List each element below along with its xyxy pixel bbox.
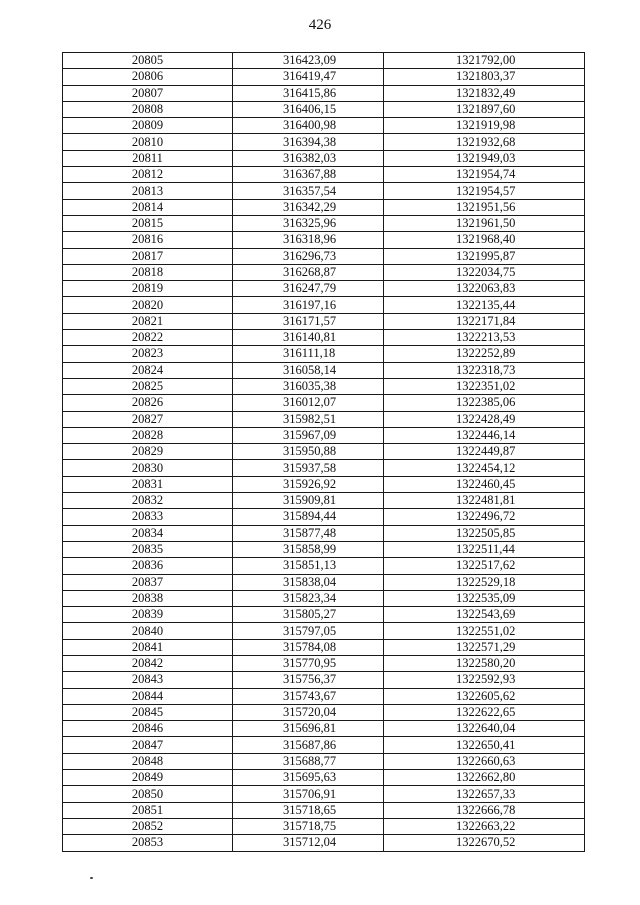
point-number-cell: 20826: [63, 395, 233, 411]
point-number-cell: 20835: [63, 541, 233, 557]
table-row: [63, 411, 585, 427]
point-number-cell: 20843: [63, 672, 233, 688]
point-number-cell: 20812: [63, 167, 233, 183]
y-coordinate-cell: 1321961,50: [384, 215, 585, 231]
x-coordinate-cell: 316140,81: [233, 330, 384, 346]
y-coordinate-cell: 1322135,44: [384, 297, 585, 313]
x-coordinate-cell: 315687,86: [233, 737, 384, 753]
y-coordinate-cell: 1322662,80: [384, 770, 585, 786]
point-number-cell: 20829: [63, 444, 233, 460]
table-row: [63, 476, 585, 492]
table-row: [63, 167, 585, 183]
x-coordinate-cell: 316357,54: [233, 183, 384, 199]
x-coordinate-cell: 316400,98: [233, 118, 384, 134]
x-coordinate-cell: 316268,87: [233, 264, 384, 280]
table-row: [63, 786, 585, 802]
point-number-cell: 20806: [63, 69, 233, 85]
x-coordinate-cell: 315838,04: [233, 574, 384, 590]
point-number-cell: 20845: [63, 704, 233, 720]
y-coordinate-cell: 1322622,65: [384, 704, 585, 720]
y-coordinate-cell: 1322605,62: [384, 688, 585, 704]
table-row: [63, 199, 585, 215]
x-coordinate-cell: 316247,79: [233, 281, 384, 297]
page-number: 426: [308, 17, 332, 33]
point-number-cell: 20818: [63, 264, 233, 280]
y-coordinate-cell: 1322171,84: [384, 313, 585, 329]
point-number-cell: 20836: [63, 558, 233, 574]
x-coordinate-cell: 315926,92: [233, 476, 384, 492]
table-row: [63, 672, 585, 688]
y-coordinate-cell: 1322535,09: [384, 590, 585, 606]
x-coordinate-cell: 316035,38: [233, 378, 384, 394]
y-coordinate-cell: 1322252,89: [384, 346, 585, 362]
x-coordinate-cell: 315706,91: [233, 786, 384, 802]
y-coordinate-cell: 1321949,03: [384, 150, 585, 166]
x-coordinate-cell: 315770,95: [233, 655, 384, 671]
point-number-cell: 20850: [63, 786, 233, 802]
point-number-cell: 20814: [63, 199, 233, 215]
x-coordinate-cell: 316367,88: [233, 167, 384, 183]
point-number-cell: 20849: [63, 770, 233, 786]
table-row: [63, 607, 585, 623]
y-coordinate-cell: 1322551,02: [384, 623, 585, 639]
y-coordinate-cell: 1321919,98: [384, 118, 585, 134]
point-number-cell: 20846: [63, 721, 233, 737]
y-coordinate-cell: 1322666,78: [384, 802, 585, 818]
table-row: [63, 346, 585, 362]
y-coordinate-cell: 1322460,45: [384, 476, 585, 492]
table-row: [63, 721, 585, 737]
table-row: [63, 150, 585, 166]
y-coordinate-cell: 1322034,75: [384, 264, 585, 280]
table-row: [63, 444, 585, 460]
point-number-cell: 20839: [63, 607, 233, 623]
x-coordinate-cell: 315950,88: [233, 444, 384, 460]
point-number-cell: 20822: [63, 330, 233, 346]
x-coordinate-cell: 316419,47: [233, 69, 384, 85]
table-row: [63, 69, 585, 85]
table-row: [63, 362, 585, 378]
point-number-cell: 20830: [63, 460, 233, 476]
table-row: [63, 770, 585, 786]
x-coordinate-cell: 316415,86: [233, 85, 384, 101]
point-number-cell: 20853: [63, 835, 233, 851]
x-coordinate-cell: 316197,16: [233, 297, 384, 313]
y-coordinate-cell: 1322385,06: [384, 395, 585, 411]
y-coordinate-cell: 1322543,69: [384, 607, 585, 623]
x-coordinate-cell: 315894,44: [233, 509, 384, 525]
point-number-cell: 20805: [63, 53, 233, 69]
scan-speck: [90, 877, 93, 879]
table-row: [63, 590, 585, 606]
x-coordinate-cell: 315756,37: [233, 672, 384, 688]
point-number-cell: 20847: [63, 737, 233, 753]
x-coordinate-cell: 315784,08: [233, 639, 384, 655]
coordinate-table-body: [63, 53, 585, 852]
point-number-cell: 20827: [63, 411, 233, 427]
y-coordinate-cell: 1322449,87: [384, 444, 585, 460]
y-coordinate-cell: 1321954,57: [384, 183, 585, 199]
y-coordinate-cell: 1322663,22: [384, 818, 585, 834]
point-number-cell: 20825: [63, 378, 233, 394]
x-coordinate-cell: 315937,58: [233, 460, 384, 476]
x-coordinate-cell: 316296,73: [233, 248, 384, 264]
point-number-cell: 20824: [63, 362, 233, 378]
x-coordinate-cell: 315797,05: [233, 623, 384, 639]
point-number-cell: 20821: [63, 313, 233, 329]
table-row: [63, 493, 585, 509]
point-number-cell: 20842: [63, 655, 233, 671]
x-coordinate-cell: 315718,75: [233, 818, 384, 834]
x-coordinate-cell: 315695,63: [233, 770, 384, 786]
table-row: [63, 215, 585, 231]
y-coordinate-cell: 1321832,49: [384, 85, 585, 101]
table-row: [63, 248, 585, 264]
y-coordinate-cell: 1322529,18: [384, 574, 585, 590]
x-coordinate-cell: 316012,07: [233, 395, 384, 411]
y-coordinate-cell: 1321951,56: [384, 199, 585, 215]
x-coordinate-cell: 315718,65: [233, 802, 384, 818]
y-coordinate-cell: 1322318,73: [384, 362, 585, 378]
point-number-cell: 20819: [63, 281, 233, 297]
y-coordinate-cell: 1321803,37: [384, 69, 585, 85]
point-number-cell: 20809: [63, 118, 233, 134]
table-row: [63, 395, 585, 411]
y-coordinate-cell: 1322670,52: [384, 835, 585, 851]
x-coordinate-cell: 316394,38: [233, 134, 384, 150]
table-row: [63, 232, 585, 248]
y-coordinate-cell: 1322580,20: [384, 655, 585, 671]
table-row: [63, 313, 585, 329]
table-row: [63, 460, 585, 476]
table-row: [63, 525, 585, 541]
x-coordinate-cell: 315823,34: [233, 590, 384, 606]
point-number-cell: 20820: [63, 297, 233, 313]
x-coordinate-cell: 315743,67: [233, 688, 384, 704]
y-coordinate-cell: 1321995,87: [384, 248, 585, 264]
x-coordinate-cell: 316382,03: [233, 150, 384, 166]
point-number-cell: 20828: [63, 427, 233, 443]
y-coordinate-cell: 1322213,53: [384, 330, 585, 346]
point-number-cell: 20837: [63, 574, 233, 590]
y-coordinate-cell: 1322428,49: [384, 411, 585, 427]
y-coordinate-cell: 1321932,68: [384, 134, 585, 150]
point-number-cell: 20810: [63, 134, 233, 150]
y-coordinate-cell: 1322640,04: [384, 721, 585, 737]
table-row: [63, 623, 585, 639]
point-number-cell: 20831: [63, 476, 233, 492]
table-row: [63, 101, 585, 117]
table-row: [63, 281, 585, 297]
table-row: [63, 835, 585, 851]
y-coordinate-cell: 1322063,83: [384, 281, 585, 297]
point-number-cell: 20823: [63, 346, 233, 362]
y-coordinate-cell: 1321954,74: [384, 167, 585, 183]
point-number-cell: 20807: [63, 85, 233, 101]
table-row: [63, 574, 585, 590]
x-coordinate-cell: 315712,04: [233, 835, 384, 851]
table-row: [63, 704, 585, 720]
x-coordinate-cell: 315688,77: [233, 753, 384, 769]
point-number-cell: 20833: [63, 509, 233, 525]
y-coordinate-cell: 1322657,33: [384, 786, 585, 802]
x-coordinate-cell: 316342,29: [233, 199, 384, 215]
x-coordinate-cell: 316058,14: [233, 362, 384, 378]
table-row: [63, 802, 585, 818]
table-row: [63, 688, 585, 704]
coordinate-table-container: [62, 52, 584, 852]
x-coordinate-cell: 316325,96: [233, 215, 384, 231]
table-row: [63, 53, 585, 69]
coordinate-table: [62, 52, 585, 852]
table-row: [63, 378, 585, 394]
y-coordinate-cell: 1322351,02: [384, 378, 585, 394]
table-row: [63, 541, 585, 557]
point-number-cell: 20840: [63, 623, 233, 639]
table-row: [63, 509, 585, 525]
table-row: [63, 297, 585, 313]
table-row: [63, 558, 585, 574]
point-number-cell: 20832: [63, 493, 233, 509]
table-row: [63, 639, 585, 655]
point-number-cell: 20838: [63, 590, 233, 606]
point-number-cell: 20841: [63, 639, 233, 655]
point-number-cell: 20817: [63, 248, 233, 264]
y-coordinate-cell: 1322592,93: [384, 672, 585, 688]
table-row: [63, 818, 585, 834]
y-coordinate-cell: 1321897,60: [384, 101, 585, 117]
x-coordinate-cell: 316406,15: [233, 101, 384, 117]
x-coordinate-cell: 315982,51: [233, 411, 384, 427]
y-coordinate-cell: 1322571,29: [384, 639, 585, 655]
point-number-cell: 20851: [63, 802, 233, 818]
point-number-cell: 20848: [63, 753, 233, 769]
y-coordinate-cell: 1322660,63: [384, 753, 585, 769]
point-number-cell: 20808: [63, 101, 233, 117]
y-coordinate-cell: 1322505,85: [384, 525, 585, 541]
table-row: [63, 655, 585, 671]
y-coordinate-cell: 1322496,72: [384, 509, 585, 525]
table-row: [63, 330, 585, 346]
y-coordinate-cell: 1321968,40: [384, 232, 585, 248]
table-row: [63, 427, 585, 443]
y-coordinate-cell: 1322446,14: [384, 427, 585, 443]
x-coordinate-cell: 316111,18: [233, 346, 384, 362]
y-coordinate-cell: 1321792,00: [384, 53, 585, 69]
x-coordinate-cell: 315805,27: [233, 607, 384, 623]
table-row: [63, 753, 585, 769]
x-coordinate-cell: 315909,81: [233, 493, 384, 509]
y-coordinate-cell: 1322481,81: [384, 493, 585, 509]
point-number-cell: 20816: [63, 232, 233, 248]
point-number-cell: 20811: [63, 150, 233, 166]
x-coordinate-cell: 315851,13: [233, 558, 384, 574]
y-coordinate-cell: 1322650,41: [384, 737, 585, 753]
x-coordinate-cell: 315720,04: [233, 704, 384, 720]
point-number-cell: 20844: [63, 688, 233, 704]
point-number-cell: 20852: [63, 818, 233, 834]
x-coordinate-cell: 316423,09: [233, 53, 384, 69]
y-coordinate-cell: 1322454,12: [384, 460, 585, 476]
point-number-cell: 20813: [63, 183, 233, 199]
table-row: [63, 118, 585, 134]
point-number-cell: 20834: [63, 525, 233, 541]
x-coordinate-cell: 315696,81: [233, 721, 384, 737]
x-coordinate-cell: 315877,48: [233, 525, 384, 541]
table-row: [63, 85, 585, 101]
table-row: [63, 264, 585, 280]
table-row: [63, 183, 585, 199]
y-coordinate-cell: 1322517,62: [384, 558, 585, 574]
point-number-cell: 20815: [63, 215, 233, 231]
y-coordinate-cell: 1322511,44: [384, 541, 585, 557]
x-coordinate-cell: 315967,09: [233, 427, 384, 443]
x-coordinate-cell: 316318,96: [233, 232, 384, 248]
x-coordinate-cell: 315858,99: [233, 541, 384, 557]
table-row: [63, 737, 585, 753]
x-coordinate-cell: 316171,57: [233, 313, 384, 329]
table-row: [63, 134, 585, 150]
